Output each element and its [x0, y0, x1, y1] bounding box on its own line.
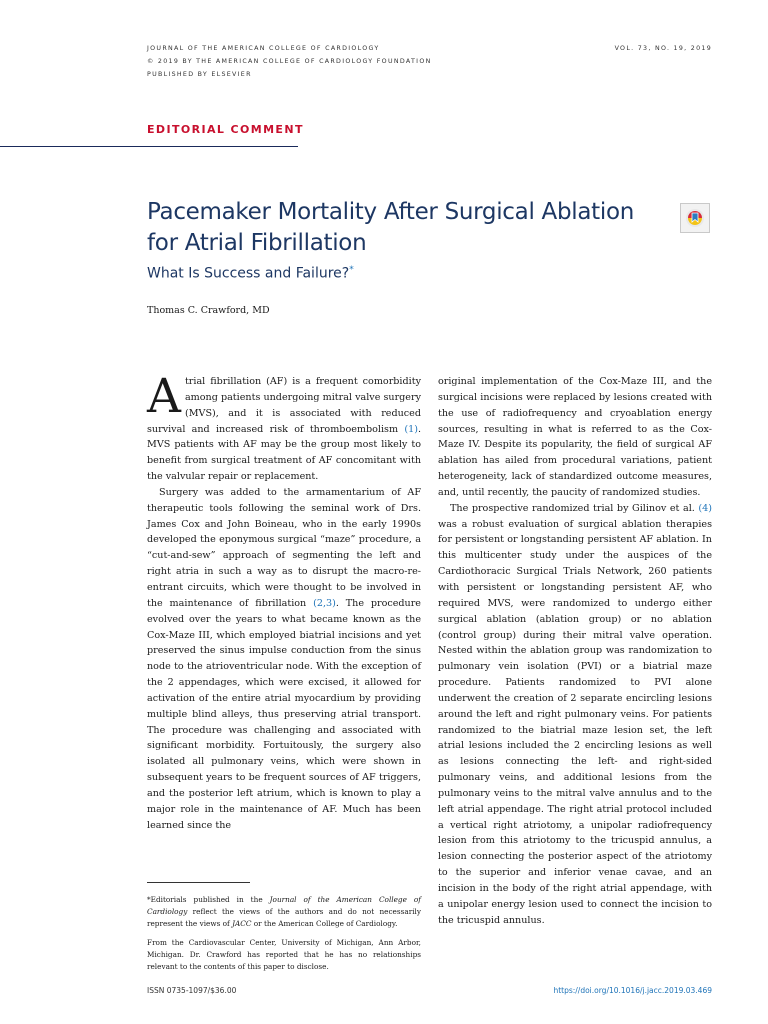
copyright-line: © 2019 BY THE AMERICAN COLLEGE OF CARDIOLOGY FOUNDATION [147, 58, 432, 65]
doi-link[interactable]: https://doi.org/10.1016/j.jacc.2019.03.469 [553, 986, 712, 995]
footnote-affiliation: From the Cardiovascular Center, University of Michigan, Ann Arbor, Michigan. Dr. Crawford has reported that he has no relationships relevant to the contents of this paper to disclose. [147, 938, 421, 971]
footnote-jacc: JACC [232, 918, 252, 928]
paragraph-text: . MVS patients with AF may be the group most likely to benefit from surgical treatment of AF concomitant with the valvular repair or replacement. [147, 423, 421, 483]
footnote-editorial [147, 894, 421, 929]
paragraph-text: was a robust evaluation of surgical ablation therapies for persistent or longstanding persistent AF ablation. In this multicenter study under the auspices of the Cardiothoracic Surgical Trials Network, 260 patients with persistent or longstanding persistent AF, who required MVS, were randomized to undergo either surgical ablation (ablation group) or no ablation (control group) during their mitral valve operation. Nested within the ablation group was randomization to pulmonary vein isolation (PVI) or a biatrial maze procedure. Patients randomized to PVI alone underwent the creation of 2 separate encircling lesions around the left and right pulmonary veins. For patients randomized to the biatrial maze lesion set, the left atrial lesions included the 2 encircling lesions as well as lesions connecting the left- and right-sided pulmonary veins, and additional lesions from the pulmonary veins to the mitral valve annulus and to the left atrial appendage. The right atrial protocol included a vertical right atriotomy, a unipolar radiofrequency lesion from this atriotomy to the tricuspid annulus, a lesion connecting the posterior aspect of the atriotomy to the superior and inferior venae cavae, and an incision in the body of the right atrial appendage, with a unipolar energy lesion used to connect the incision to the tricuspid annulus. [438, 518, 712, 926]
crossmark-badge[interactable] [680, 203, 710, 233]
author-name: Thomas C. Crawford, MD [147, 305, 270, 316]
footnote-marker[interactable]: * [349, 265, 354, 275]
article-title: Pacemaker Mortality After Surgical Ablation for Atrial Fibrillation [147, 199, 635, 256]
paragraph-history [147, 485, 421, 834]
paragraph-intro [147, 369, 421, 485]
footnote-text: reflect the views of the authors and do not necessarily represent the views of [147, 906, 421, 928]
crossmark-icon [685, 208, 705, 228]
body-column-left [147, 369, 421, 833]
paragraph-continuation: original implementation of the Cox-Maze III, and the surgical incisions were replaced by lesions created with the use of radiofrequency and cryoablation energy sources, resulting in what is referred to as the Cox-Maze IV. Despite its popularity, the field of surgical AF ablation has ailed from procedural variations, patient heterogeneity, lack of standardized outcome measures, and, until recently, the paucity of randomized studies. [438, 376, 712, 498]
paragraph-text: trial fibrillation (AF) is a frequent comorbidity among patients undergoing mitral valve surgery (MVS), and it is associated with reduced survival and increased risk of thromboembolism [147, 376, 421, 435]
subtitle-text: What Is Success and Failure? [147, 265, 350, 282]
article-subtitle [147, 265, 354, 282]
reference-link-1[interactable]: (1) [404, 423, 418, 435]
paragraph-text: Surgery was added to the armamentarium of AF therapeutic tools following the seminal work of Drs. James Cox and John Boineau, who in the early 1990s developed the eponymous surgical “maze” procedure, a “cut-and-sew” approach of segmenting the left and right atria in such a way as to disrupt the macro-re-entrant circuits, which were thought to be involved in the maintenance of fibrillation [147, 486, 421, 609]
section-label: EDITORIAL COMMENT [147, 123, 304, 136]
paragraph-trial [438, 501, 712, 929]
paragraph-text: The prospective randomized trial by Gilinov et al. [450, 502, 699, 514]
footnote-text: or the American College of Cardiology. [251, 918, 398, 928]
footnote-journal-name: Journal of the American College of Cardiology [147, 895, 421, 916]
reference-link-2-3[interactable]: (2,3) [313, 597, 336, 609]
volume-info: VOL. 73, NO. 19, 2019 [614, 45, 712, 52]
footnote-divider [147, 882, 250, 883]
issn: ISSN 0735-1097/$36.00 [147, 986, 237, 995]
publisher-line: PUBLISHED BY ELSEVIER [147, 71, 252, 78]
section-divider [0, 146, 298, 147]
journal-name: JOURNAL OF THE AMERICAN COLLEGE OF CARDIOLOGY [147, 45, 380, 52]
body-column-right [438, 374, 712, 929]
drop-cap: A [147, 369, 181, 424]
reference-link-4[interactable]: (4) [698, 502, 712, 514]
footnote-text: *Editorials published in the [147, 895, 270, 904]
paragraph-text: . The procedure evolved over the years to what became known as the Cox-Maze III, which employed biatrial incisions and yet preserved the sinus impulse conduction from the sinus node to the atrioventricular node. With the exception of the 2 appendages, which were excised, it allowed for activation of the entire atrial myocardium by providing multiple blind alleys, thus preserving atrial transport. The procedure was challenging and associated with significant morbidity. Fortuitously, the surgery also isolated all pulmonary veins, which were shown in subsequent years to be frequent sources of AF triggers, and the posterior left atrium, which is known to play a major role in the maintenance of AF. Much has been learned since the [147, 597, 421, 831]
